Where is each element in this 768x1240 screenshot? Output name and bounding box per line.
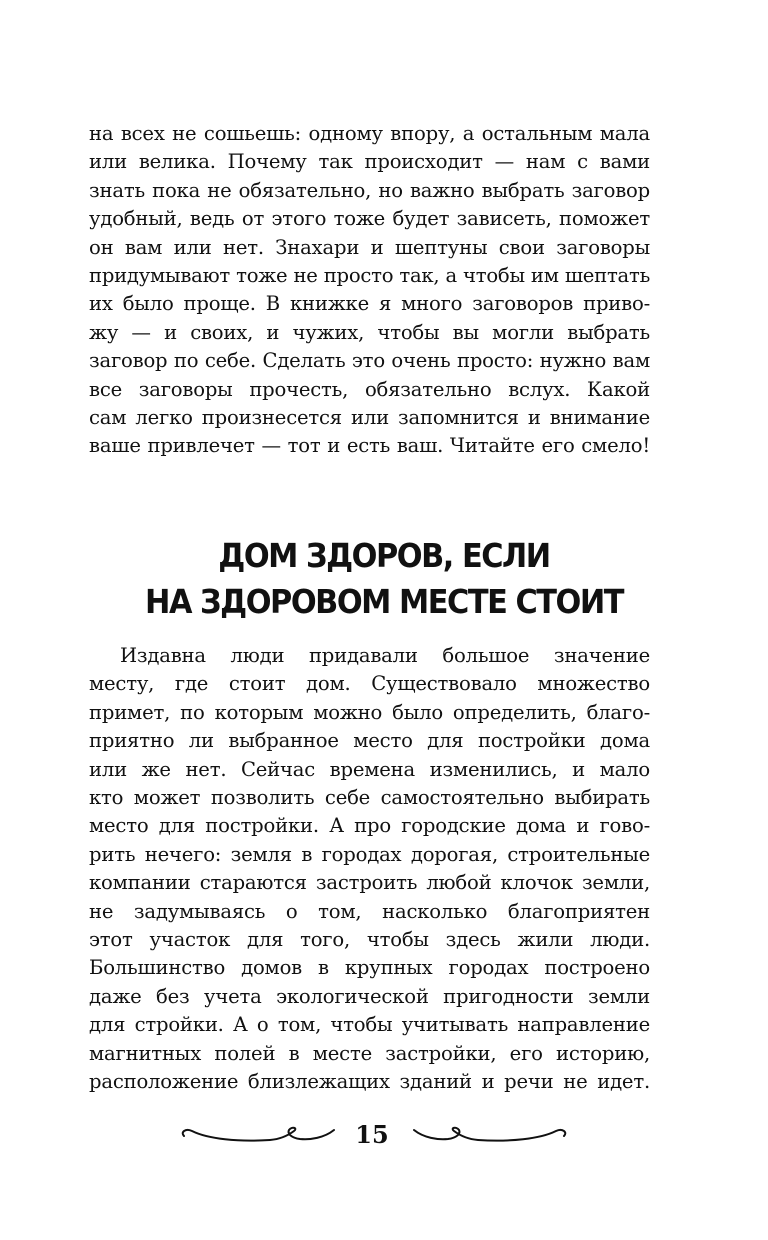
text-line: не задумываясь о том, насколько благоприятен	[89, 899, 650, 923]
page-footer	[0, 1116, 768, 1156]
text-line: жу — и своих, и чужих, чтобы вы могли выбрать	[89, 320, 650, 344]
text-line: он вам или нет. Знахари и шептуны свои заговоры	[89, 235, 650, 259]
text-line: знать пока не обязательно, но важно выбрать заговор	[89, 178, 650, 202]
text-line: их было проще. В книжке я много заговоров приво-	[89, 292, 650, 316]
text-line: даже без учета экологической пригодности земли	[89, 984, 650, 1008]
text-line: или велика. Почему так происходит — нам с вами	[89, 150, 650, 174]
page-number: 15	[355, 1120, 389, 1149]
text-line: для стройки. А о том, чтобы учитывать направление	[89, 1013, 650, 1037]
text-line: приятно ли выбранное место для постройки дома	[89, 729, 650, 753]
text-line: сам легко произнесется или запомнится и внимание	[89, 406, 650, 430]
flourish-left-icon	[178, 1122, 338, 1148]
heading-line-2: НА ЗДОРОВОМ МЕСТЕ СТОИТ	[145, 582, 623, 621]
text-line: удобный, ведь от этого тоже будет зависеть, поможет	[89, 207, 650, 231]
text-line: на всех не сошьешь: одному впору, а остальным мала	[89, 122, 650, 145]
text-line: магнитных полей в месте застройки, его историю,	[89, 1041, 650, 1065]
paragraph-body	[89, 642, 650, 1097]
paragraph-intro	[89, 120, 650, 461]
text-line: кто может позволить себе самостоятельно выбирать	[89, 786, 650, 810]
heading-line-1: ДОМ ЗДОРОВ, ЕСЛИ	[218, 536, 550, 575]
text-line: расположение близлежащих зданий и речи не идет.	[89, 1070, 650, 1094]
text-line: месту, где стоит дом. Существовало множество	[89, 672, 650, 696]
text-line: примет, по которым можно было определить, благо-	[89, 700, 650, 724]
text-line: все заговоры прочесть, обязательно вслух. Какой	[89, 377, 650, 401]
flourish-right-icon	[410, 1122, 570, 1148]
text-line: место для постройки. А про городские дома и гово-	[89, 814, 650, 838]
text-line: Большинство домов в крупных городах построено	[89, 956, 650, 980]
text-line: или же нет. Сейчас времена изменились, и мало	[89, 757, 650, 781]
text-line: заговор по себе. Сделать это очень просто: нужно вам	[89, 349, 650, 373]
text-line: рить нечего: земля в городах дорогая, строительные	[89, 842, 650, 866]
text-line: компании стараются застроить любой клочок земли,	[89, 871, 650, 895]
text-line: Издавна люди придавали большое значение	[120, 644, 650, 667]
text-line: этот участок для того, чтобы здесь жили люди.	[89, 928, 650, 952]
text-line: придумывают тоже не просто так, а чтобы им шептать	[89, 264, 650, 288]
section-heading	[31, 533, 738, 625]
text-line: ваше привлечет — тот и есть ваш. Читайте его смело!	[89, 434, 650, 458]
